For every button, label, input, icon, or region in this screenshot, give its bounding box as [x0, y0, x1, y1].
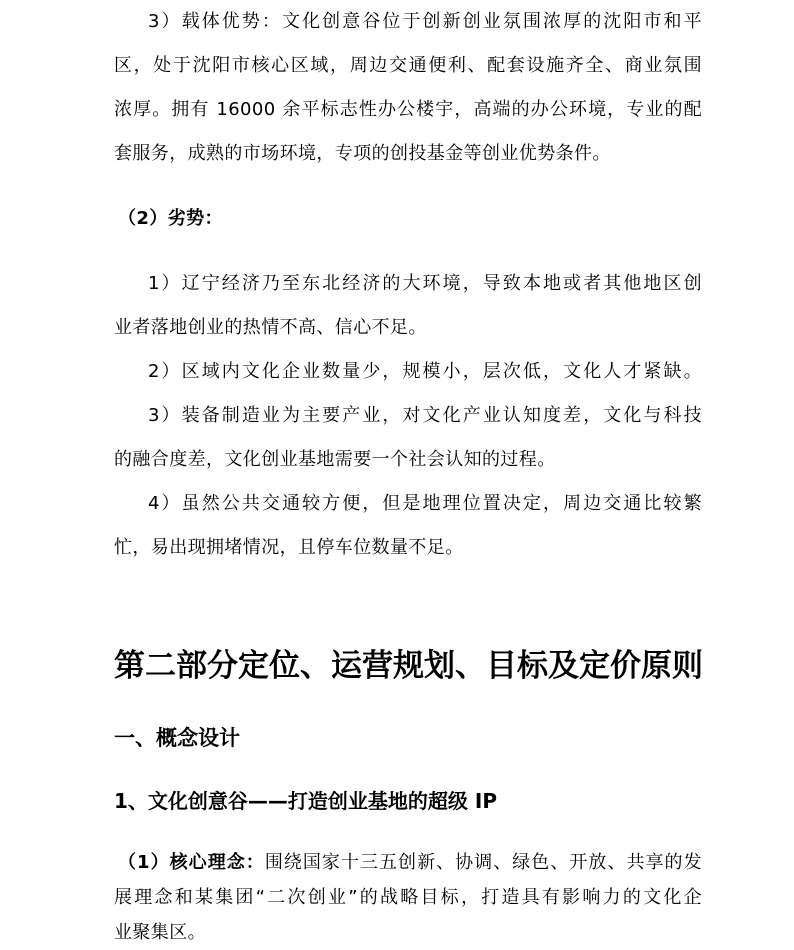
subsection-creative-valley: 1、文化创意谷——打造创业基地的超级 IP [114, 789, 497, 813]
section-concept-design: 一、概念设计 [114, 726, 240, 750]
core-concept-text: 围绕国家十三五创新、协调、绿色、开放、共享的发 [264, 852, 702, 873]
weakness-item4-line1: 4）虽然公共交通较方便，但是地理位置决定，周边交通比较繁 [148, 493, 702, 514]
advantage3-line4: 套服务，成熟的市场环境，专项的创投基金等创业优势条件。 [114, 143, 611, 164]
advantage3-line2: 区，处于沈阳市核心区域，周边交通便利、配套设施齐全、商业氛围 [114, 55, 702, 76]
weakness-item2: 2）区域内文化企业数量少，规模小，层次低，文化人才紧缺。 [148, 361, 702, 382]
weakness-item4-line2: 忙，易出现拥堵情况，且停车位数量不足。 [114, 537, 464, 558]
advantage3-line1: 3）载体优势：文化创意谷位于创新创业氛围浓厚的沈阳市和平 [148, 11, 702, 32]
part2-title: 第二部分定位、运营规划、目标及定价原则 [114, 648, 703, 684]
weakness-item3-line1: 3）装备制造业为主要产业，对文化产业认知度差，文化与科技 [148, 405, 702, 426]
core-concept-line3: 业聚集区。 [114, 922, 206, 943]
core-concept-line1 [118, 851, 702, 875]
core-concept-line2: 展理念和某集团“二次创业”的战略目标，打造具有影响力的文化企 [114, 887, 702, 908]
weakness-item3-line2: 的融合度差，文化创业基地需要一个社会认知的过程。 [114, 449, 556, 470]
weakness-item1-line1: 1）辽宁经济乃至东北经济的大环境，导致本地或者其他地区创 [148, 273, 702, 294]
core-concept-label: （1）核心理念： [118, 852, 265, 873]
advantage3-line3: 浓厚。拥有 16000 余平标志性办公楼宇，高端的办公环境，专业的配 [114, 99, 702, 120]
weakness-heading: （2）劣势： [118, 208, 223, 229]
weakness-item1-line2: 业者落地创业的热情不高、信心不足。 [114, 317, 427, 338]
